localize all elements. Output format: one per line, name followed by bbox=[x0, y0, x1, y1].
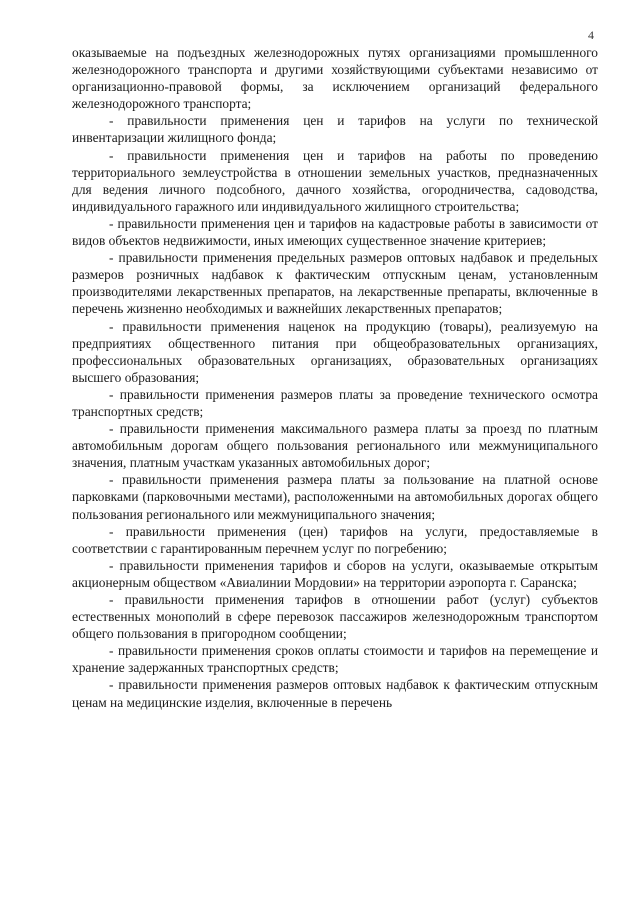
paragraph: - правильности применения наценок на продукцию (товары), реализуемую на предприятиях общественного питания при общеобразовательных организациях, профессиональных образовательных организациях, образовательных организациях высшего образования; bbox=[72, 318, 598, 385]
paragraph: - правильности применения размеров оптовых надбавок к фактическим отпускным ценам на медицинские изделия, включенные в перечень bbox=[72, 677, 598, 710]
paragraph: оказываемые на подъездных железнодорожных путях организациями промышленного железнодорожного транспорта и другими хозяйствующими субъектами независимо от организационно-правовой формы, за исключением организаций федерального железнодорожного транспорта; bbox=[72, 45, 598, 112]
paragraph: - правильности применения тарифов и сборов на услуги, оказываемые открытым акционерным обществом «Авиалинии Мордовии» на территории аэропорта г. Саранска; bbox=[72, 557, 598, 590]
paragraph: - правильности применения цен и тарифов на услуги по технической инвентаризации жилищного фонда; bbox=[72, 113, 598, 146]
document-body bbox=[72, 44, 598, 711]
paragraph: - правильности применения предельных размеров оптовых надбавок и предельных размеров розничных надбавок к фактическим отпускным ценам, установленным производителями лекарственных препаратов, на лекарственные препараты, включенные в перечень жизненно необходимых и важнейших лекарственных препаратов; bbox=[72, 250, 598, 317]
paragraph: - правильности применения размеров платы за проведение технического осмотра транспортных средств; bbox=[72, 386, 598, 419]
paragraph: - правильности применения максимального размера платы за проезд по платным автомобильным дорогам общего пользования регионального или межмуниципального значения, платным участкам указанных автомобильных дорог; bbox=[72, 421, 598, 471]
paragraph: - правильности применения (цен) тарифов на услуги, предоставляемые в соответствии с гарантированным перечнем услуг по погребению; bbox=[72, 523, 598, 556]
paragraph: - правильности применения размера платы за пользование на платной основе парковками (парковочными местами), расположенными на автомобильных дорогах общего пользования регионального или межмуниципального значения; bbox=[72, 472, 598, 522]
paragraph: - правильности применения тарифов в отношении работ (услуг) субъектов естественных монополий в сфере перевозок пассажиров железнодорожным транспортом общего пользования в пригородном сообщении; bbox=[72, 592, 598, 642]
paragraph: - правильности применения сроков оплаты стоимости и тарифов на перемещение и хранение задержанных транспортных средств; bbox=[72, 643, 598, 676]
page-number: 4 bbox=[588, 28, 594, 42]
paragraph: - правильности применения цен и тарифов на работы по проведению территориального землеустройства в отношении земельных участков, предназначенных для ведения личного подсобного, дачного хозяйства, огородничества, садоводства, индивидуального гаражного или индивидуального жилищного строительства; bbox=[72, 147, 598, 214]
paragraph: - правильности применения цен и тарифов на кадастровые работы в зависимости от видов объектов недвижимости, иных имеющих существенное значение критериев; bbox=[72, 215, 598, 249]
